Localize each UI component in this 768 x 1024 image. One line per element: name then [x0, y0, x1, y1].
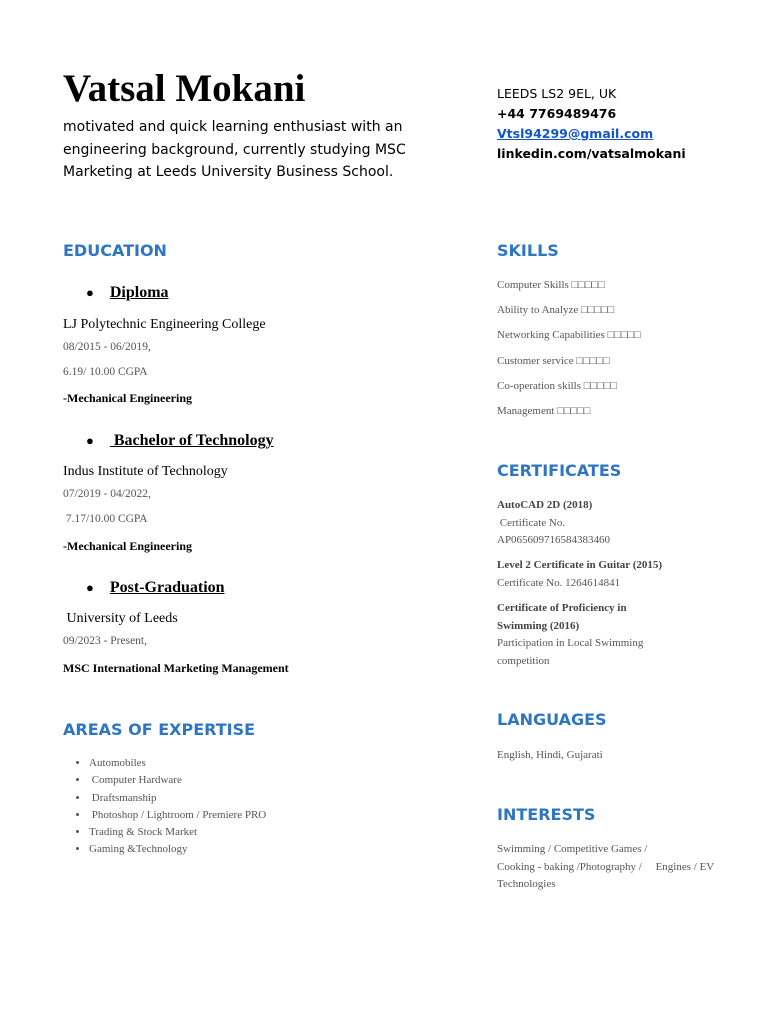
interests-line: Cooking - baking /Photography / Engines / EV — [497, 860, 715, 873]
skill-item: Customer service □□□□□ — [497, 354, 610, 367]
interests-line: Technologies — [497, 878, 556, 890]
skill-item: Ability to Analyze □□□□□ — [497, 304, 615, 317]
languages-text: English, Hindi, Gujarati — [497, 749, 603, 761]
interests-text — [497, 841, 747, 894]
dates: 07/2019 - 04/2022, — [63, 488, 151, 500]
institution: LJ Polytechnic Engineering College — [63, 317, 266, 332]
email-link[interactable]: Vtsl94299@gmail.com — [497, 126, 654, 141]
institution: Indus Institute of Technology — [63, 464, 228, 479]
degree-title: Post-Graduation — [109, 579, 225, 596]
list-item: • Draftsmanship — [89, 790, 443, 807]
certificate-guitar — [497, 557, 737, 592]
score: 6.19/ 10.00 CGPA — [63, 366, 148, 378]
contact-block — [497, 84, 686, 164]
dates: 08/2015 - 06/2019, — [63, 341, 151, 353]
certificate-detail: Certificate No. 1264614841 — [497, 576, 621, 589]
list-item: • Trading & Stock Market — [89, 824, 443, 841]
field: MSC International Marketing Management — [63, 661, 289, 675]
certificate-title: Level 2 Certificate in Guitar (2015) — [497, 559, 663, 571]
bullet-icon: ● — [86, 433, 94, 448]
certificates-heading: CERTIFICATES — [497, 461, 622, 480]
education-heading: EDUCATION — [63, 241, 167, 260]
certificate-detail: Participation in Local Swimming — [497, 637, 644, 649]
skill-item: Computer Skills □□□□□ — [497, 279, 605, 291]
certificate-detail: AP065609716584383460 — [497, 534, 611, 546]
skill-item: Networking Capabilities □□□□□ — [497, 329, 641, 342]
bullet-icon: ● — [86, 580, 94, 595]
bullet-icon: ● — [86, 285, 94, 300]
degree-diploma — [86, 284, 169, 302]
linkedin: linkedin.com/vatsalmokani — [497, 146, 686, 161]
phone: +44 7769489476 — [497, 106, 617, 121]
field: -Mechanical Engineering — [63, 391, 192, 405]
interests-line: Swimming / Competitive Games / — [497, 843, 648, 855]
list-item: • Computer Hardware — [89, 772, 443, 789]
certificate-detail: competition — [497, 654, 550, 667]
expertise-heading: AREAS OF EXPERTISE — [63, 720, 256, 739]
institution: University of Leeds — [63, 611, 178, 626]
summary: motivated and quick learning enthusiast with an engineering background, currently studying MSC Marketing at Leeds University Business School. — [63, 119, 406, 180]
address: LEEDS LS2 9EL, UK — [497, 86, 617, 101]
degree-postgrad — [86, 579, 225, 597]
expertise-list — [63, 755, 443, 859]
certificate-title: AutoCAD 2D (2018) — [497, 499, 593, 511]
list-item: • Gaming &Technology — [89, 841, 443, 858]
certificate-detail: Certificate No. — [497, 516, 566, 529]
skill-item: Management □□□□□ — [497, 405, 591, 418]
degree-btech — [86, 432, 274, 450]
certificate-autocad — [497, 497, 737, 550]
resume-name: Vatsal Mokani — [63, 67, 306, 110]
languages-heading: LANGUAGES — [497, 710, 607, 729]
skills-heading: SKILLS — [497, 241, 559, 260]
degree-title: Bachelor of Technology — [109, 432, 274, 449]
skill-item: Co-operation skills □□□□□ — [497, 379, 617, 392]
certificate-title: Swimming (2016) — [497, 619, 580, 632]
skills-list — [497, 273, 641, 424]
dates: 09/2023 - Present, — [63, 635, 148, 647]
interests-heading: INTERESTS — [497, 805, 596, 824]
list-item: • Photoshop / Lightroom / Premiere PRO — [89, 807, 443, 824]
list-item: • Automobiles — [89, 755, 443, 772]
score: 7.17/10.00 CGPA — [63, 513, 148, 525]
certificate-title: Certificate of Proficiency in — [497, 602, 627, 614]
field: -Mechanical Engineering — [63, 539, 192, 553]
certificate-swimming — [497, 600, 737, 670]
degree-title: Diploma — [109, 284, 169, 301]
